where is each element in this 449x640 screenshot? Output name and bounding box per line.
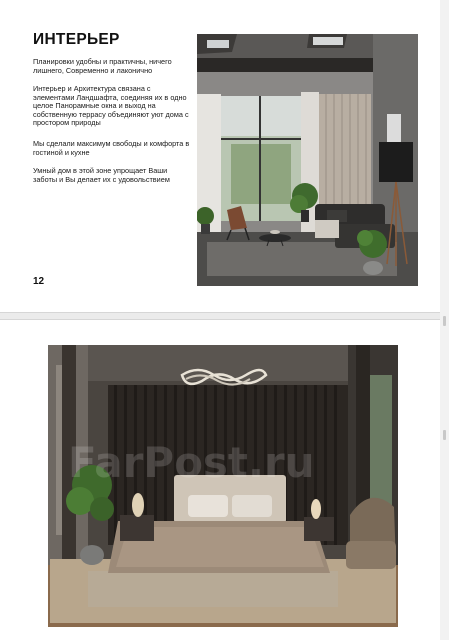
paragraph-layout: Планировки удобны и практичны, ничего лишнего, Современно и лаконично <box>33 57 172 75</box>
living-room-photo <box>197 34 418 286</box>
page-title: ИНТЕРЬЕР <box>33 31 120 48</box>
page-number: 12 <box>33 276 45 287</box>
bedroom-photo <box>48 345 398 627</box>
vertical-scrollbar[interactable] <box>440 0 449 640</box>
scroll-marker-position <box>443 430 446 440</box>
page-12 <box>0 0 440 313</box>
paragraph-architecture: Интерьер и Архитектура связана с элементами Ландшафта, соединяя их в одно целое Панорамные окна и выход на собственную террасу объединяют уют дома с простором природы <box>33 84 189 128</box>
paragraph-smart-home: Умный дом в этой зоне упрощает Ваши заботы и Вы делает их с удовольствием <box>33 166 170 184</box>
watermark-text: FarPost.ru <box>68 438 315 487</box>
scroll-marker-page-break <box>443 316 446 326</box>
page-13 <box>0 319 440 640</box>
paragraph-freedom: Мы сделали максимум свободы и комфорта в гостиной и кухне <box>33 139 190 157</box>
